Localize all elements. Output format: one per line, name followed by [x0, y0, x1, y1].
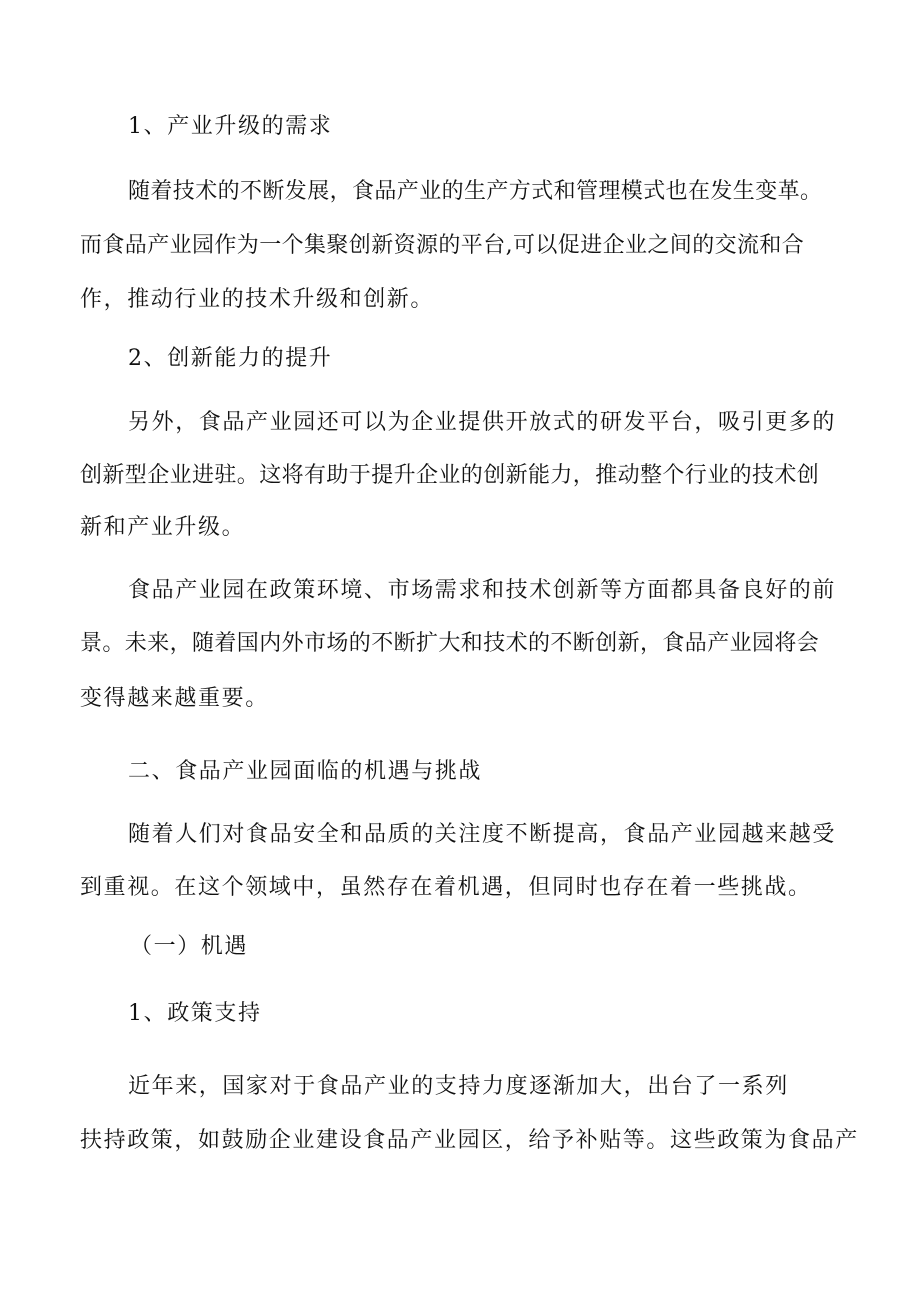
paragraph-line: 随着人们对食品安全和品质的关注度不断提高，食品产业园越来越受 — [128, 822, 837, 847]
heading-innovation: 2、创新能力的提升 — [128, 346, 333, 371]
heading-policy: 1、政策支持 — [128, 1001, 262, 1026]
subsection-heading: （一）机遇 — [130, 934, 249, 959]
paragraph-line: 创新型企业进驻。这将有助于提升企业的创新能力，推动整个行业的技术创 — [80, 463, 820, 488]
paragraph-line: 景。未来，随着国内外市场的不断扩大和技术的不断创新，食品产业园将会 — [80, 631, 820, 656]
paragraph-line: 而食品产业园作为一个集聚创新资源的平台,可以促进企业之间的交流和合 — [80, 233, 805, 258]
paragraph-line: 扶持政策，如鼓励企业建设食品产业园区，给予补贴等。这些政策为食品产 — [80, 1128, 859, 1153]
paragraph-line: 变得越来越重要。 — [80, 686, 269, 711]
paragraph-line: 另外，食品产业园还可以为企业提供开放式的研发平台，吸引更多的 — [128, 410, 837, 435]
paragraph-line: 随着技术的不断发展，食品产业的生产方式和管理模式也在发生变革。 — [128, 179, 823, 204]
paragraph-line: 新和产业升级。 — [80, 515, 246, 540]
paragraph-line: 近年来，国家对于食品产业的支持力度逐渐加大，出台了一系列 — [128, 1074, 789, 1099]
paragraph-line: 食品产业园在政策环境、市场需求和技术创新等方面都具备良好的前 — [128, 578, 837, 603]
heading-industry-upgrade: 1、产业升级的需求 — [128, 114, 333, 139]
paragraph-line: 作，推动行业的技术升级和创新。 — [80, 287, 435, 312]
section-heading: 二、食品产业园面临的机遇与挑战 — [128, 759, 483, 784]
paragraph-line: 到重视。在这个领域中，虽然存在着机遇，但同时也存在着一些挑战。 — [80, 875, 812, 900]
